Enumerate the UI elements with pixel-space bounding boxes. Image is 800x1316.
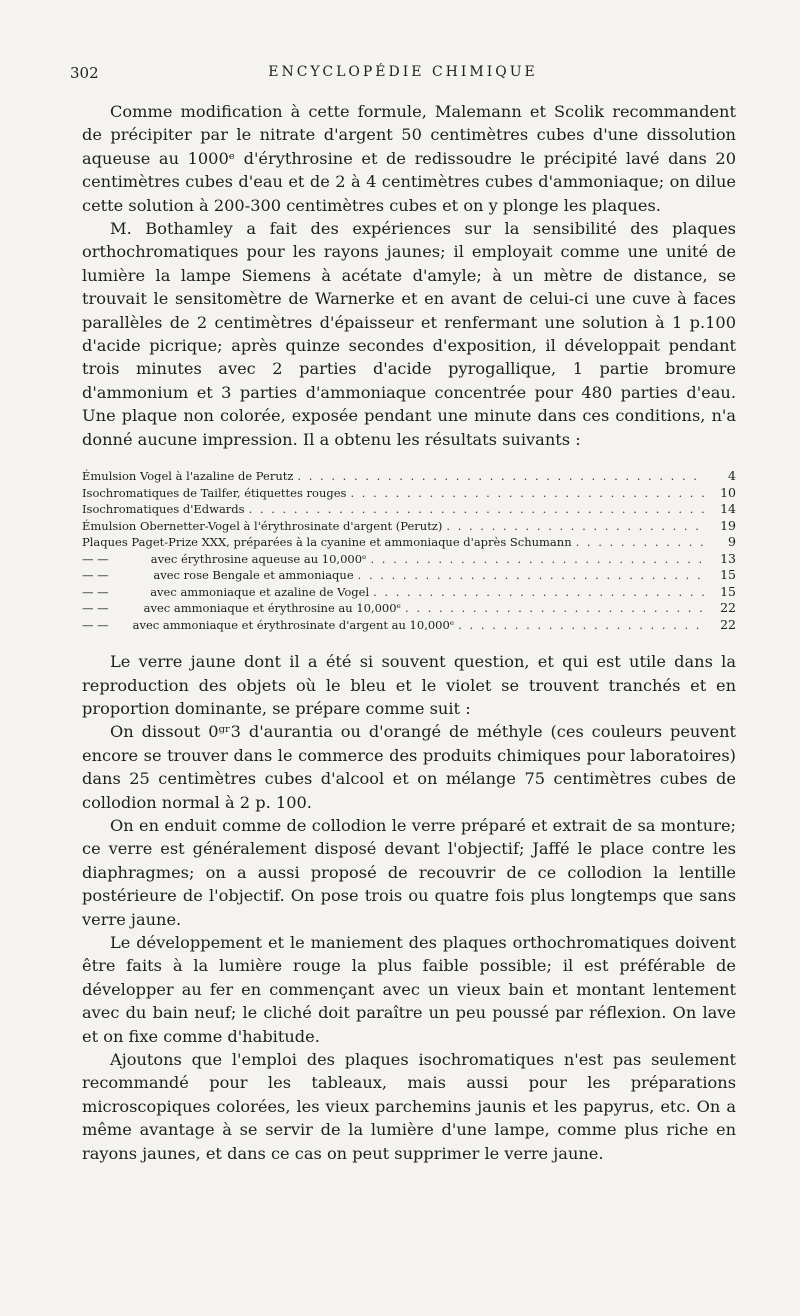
results-row xyxy=(82,617,736,634)
ditto-mark: — — xyxy=(82,584,109,599)
leader-dots xyxy=(446,519,704,535)
paragraph: Ajoutons que l'emploi des plaques isochromatiques n'est pas seulement recommandé pour les tableaux, mais aussi pour les préparations microscopiques colorées, les vieux parchemins jaunis et les papyrus, etc. On a même avantage à se servir de la lumière d'une lampe, comme plus riche en rayons jaunes, et dans ce cas on peut supprimer le verre jaune. xyxy=(82,1050,736,1163)
leader-dots xyxy=(576,535,704,551)
leader-dots xyxy=(350,486,704,502)
page-header xyxy=(70,64,736,90)
running-title: ENCYCLOPÉDIE CHIMIQUE xyxy=(268,64,538,80)
results-row xyxy=(82,600,736,617)
paragraph: Comme modification à cette formule, Malemann et Scolik recommandent de précipiter par le nitrate d'argent 50 centimètres cubes d'une dissolution aqueuse au 1000ᵉ d'érythrosine et de redissoudre le précipité lavé dans 20 centimètres cubes d'eau et de 2 à 4 centimètres cubes d'ammoniaque; on dilue cette solution à 200-300 centimètres cubes et on y plonge les plaques. xyxy=(82,102,736,215)
results-row xyxy=(82,584,736,601)
result-label: avec rose Bengale et ammoniaque xyxy=(153,568,354,583)
result-label: avec ammoniaque et érythrosinate d'argent au 10,000ᵉ xyxy=(132,617,455,632)
results-row xyxy=(82,518,736,535)
result-label: Plaques Paget-Prize XXX, préparées à la cyanine et ammoniaque d'après Schumann xyxy=(82,535,572,550)
leader-dots xyxy=(373,585,704,601)
results-row xyxy=(82,501,736,518)
body-text xyxy=(82,100,736,1165)
results-row xyxy=(82,551,736,568)
results-row xyxy=(82,468,736,485)
result-label: Isochromatiques de Tailfer, étiquettes rouges xyxy=(82,485,347,500)
result-value: 9 xyxy=(728,534,736,550)
page-number: 302 xyxy=(70,64,99,82)
result-value: 19 xyxy=(720,517,736,533)
leader-dots xyxy=(249,502,704,518)
result-value: 10 xyxy=(720,484,736,500)
leader-dots xyxy=(458,618,704,634)
result-value: 22 xyxy=(720,616,736,632)
results-table xyxy=(82,468,736,633)
leader-dots xyxy=(371,552,705,568)
result-label: Isochromatiques d'Edwards xyxy=(82,502,245,517)
result-value: 13 xyxy=(720,550,736,566)
result-value: 15 xyxy=(720,567,736,583)
paragraph: On dissout 0ᵍʳ3 d'aurantia ou d'orangé de méthyle (ces couleurs peuvent encore se trouver dans le commerce des produits chimiques pour laboratoires) dans 25 centimètres cubes d'alcool et on mélange 75 centimètres cubes de collodion normal à 2 p. 100. xyxy=(82,722,736,812)
result-label: Émulsion Obernetter-Vogel à l'érythrosinate d'argent (Perutz) xyxy=(82,518,443,533)
ditto-mark: — — xyxy=(82,617,109,632)
results-row xyxy=(82,534,736,551)
leader-dots xyxy=(405,601,704,617)
ditto-mark: — — xyxy=(82,551,109,566)
leader-dots xyxy=(297,469,704,485)
result-value: 22 xyxy=(720,600,736,616)
result-value: 15 xyxy=(720,583,736,599)
result-label: Émulsion Vogel à l'azaline de Perutz xyxy=(82,469,294,484)
paragraph: Le développement et le maniement des plaques orthochromatiques doivent être faits à la lumière rouge la plus faible possible; il est préférable de développer au fer en commençant avec un vieux bain et montant lentement avec du bain neuf; le cliché doit paraître un peu poussé par réflexion. On lave et on fixe comme d'habitude. xyxy=(82,932,736,1046)
bottom-paragraphs xyxy=(82,650,736,1165)
ditto-mark: — — xyxy=(82,601,109,616)
result-value: 4 xyxy=(728,468,736,484)
result-label: avec érythrosine aqueuse au 10,000ᵉ xyxy=(150,551,367,566)
result-label: avec ammoniaque et azaline de Vogel xyxy=(150,584,370,599)
ditto-mark: — — xyxy=(82,568,109,583)
results-row xyxy=(82,485,736,502)
paragraph: M. Bothamley a fait des expériences sur la sensibilité des plaques orthochromatiques pour les rayons jaunes; il employait comme une unité de lumière la lampe Siemens à acétate d'amyle; à un mètre de distance, se trouvait le sensitomètre de Warnerke et en avant de celui-ci une cuve à faces parallèles de 2 centimètres d'épaisseur et renfermant une solution à 1 p.100 d'acide picrique; après quinze secondes d'exposition, il développait pendant trois minutes avec 2 parties d'acide pyrogallique, 1 partie bromure d'ammonium et 3 parties d'ammoniaque concentrée pour 480 parties d'eau. Une plaque non colorée, exposée pendant une minute dans ces conditions, n'a donné aucune impression. Il a obtenu les résultats suivants : xyxy=(82,219,736,449)
paragraph: On en enduit comme de collodion le verre préparé et extrait de sa monture; ce verre est généralement disposé devant l'objectif; Jaffé le place contre les diaphragmes; on a aussi proposé de recouvrir de ce collodion la lentille postérieure de l'objectif. On pose trois ou quatre fois plus longtemps que sans verre jaune. xyxy=(82,815,736,929)
paragraph: Le verre jaune dont il a été si souvent question, et qui est utile dans la reproduction des objets où le bleu et le violet se trouvent tranchés et en proportion dominante, se prépare comme suit : xyxy=(82,652,736,718)
results-row xyxy=(82,567,736,584)
leader-dots xyxy=(358,568,704,584)
result-value: 14 xyxy=(720,501,736,517)
result-label: avec ammoniaque et érythrosine au 10,000ᵉ xyxy=(143,601,402,616)
top-paragraphs xyxy=(82,100,736,451)
